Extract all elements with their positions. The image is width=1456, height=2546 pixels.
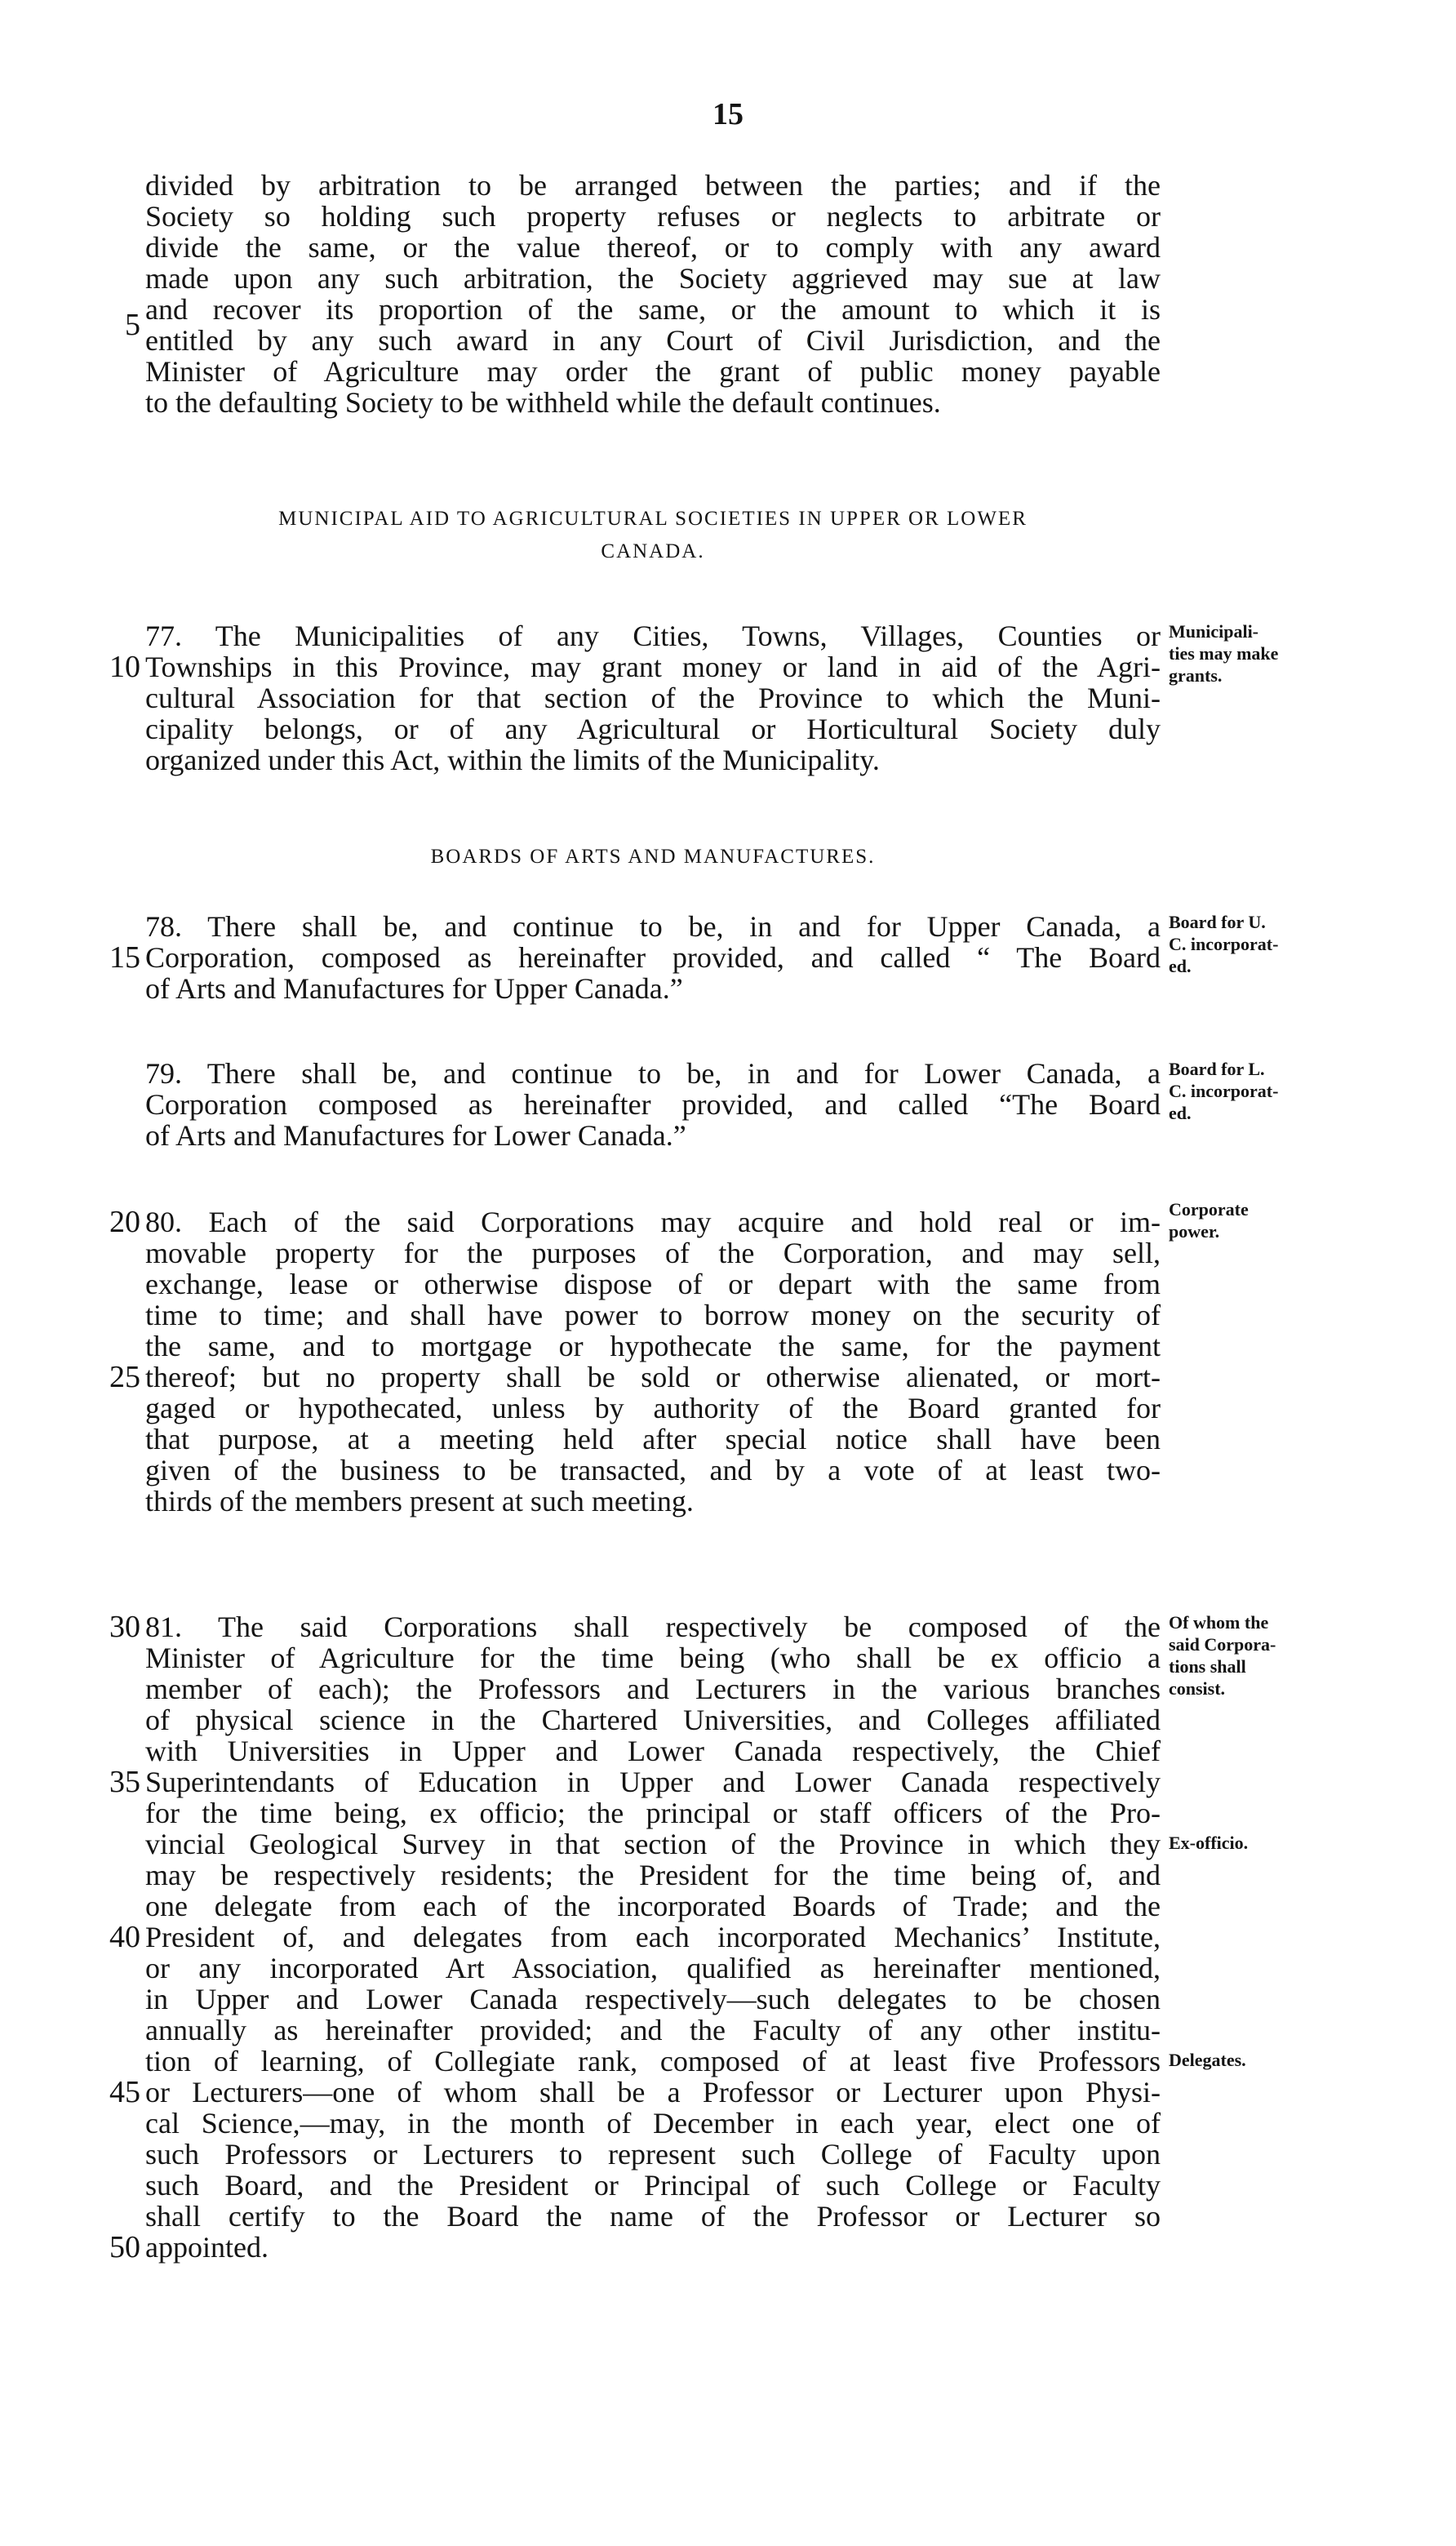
- margin-note-line: grants.: [1169, 665, 1223, 686]
- text-line: for the time being, ex officio; the principal or staff officers of the Pro-: [145, 1797, 1161, 1829]
- text-line: Superintendants of Education in Upper and Lower Canada respectively: [145, 1766, 1161, 1798]
- margin-note-line: C. incorporat-: [1169, 1081, 1279, 1101]
- page-number: 15: [712, 97, 744, 131]
- margin-note-line: ed.: [1169, 956, 1192, 976]
- text-line: may be respectively residents; the President for the time being of, and: [145, 1859, 1161, 1891]
- text-line: such Professors or Lecturers to represent such College of Faculty upon: [145, 2138, 1161, 2171]
- text-line: 79. There shall be, and continue to be, in and for Lower Canada, a: [145, 1057, 1161, 1090]
- line-number: 40: [109, 1920, 140, 1954]
- section-78: [145, 911, 1161, 1004]
- text-line: cultural Association for that section of the Province to which the Muni-: [145, 682, 1161, 714]
- line-number: 10: [109, 650, 140, 684]
- text-line: time to time; and shall have power to borrow money on the security of: [145, 1299, 1161, 1331]
- margin-note-line: Delegates.: [1169, 2050, 1246, 2070]
- margin-note-board-lower-canada: [1169, 1058, 1356, 1124]
- text-line: with Universities in Upper and Lower Canada respectively, the Chief: [145, 1735, 1161, 1767]
- text-line: thirds of the members present at such meeting.: [145, 1485, 694, 1517]
- margin-note-line: Corporate: [1169, 1199, 1249, 1220]
- text-line: gaged or hypothecated, unless by authority of the Board granted for: [145, 1392, 1161, 1424]
- text-line: 80. Each of the said Corporations may acquire and hold real or im-: [145, 1206, 1161, 1238]
- text-line: shall certify to the Board the name of the Professor or Lecturer so: [145, 2200, 1161, 2233]
- text-line: thereof; but no property shall be sold or otherwise alienated, or mort-: [145, 1361, 1161, 1393]
- margin-note-line: Ex-officio.: [1169, 1833, 1249, 1853]
- text-line: of physical science in the Chartered Universities, and Colleges affiliated: [145, 1704, 1161, 1736]
- text-line: in Upper and Lower Canada respectively—such delegates to be chosen: [145, 1983, 1161, 2015]
- section-heading: [145, 841, 1161, 873]
- text-line: of Arts and Manufactures for Upper Canada.”: [145, 972, 683, 1005]
- text-line: vincial Geological Survey in that section of the Province in which they: [145, 1828, 1161, 1860]
- margin-note-composition: [1169, 1611, 1356, 1700]
- text-line: the same, and to mortgage or hypothecate the same, for the payment: [145, 1330, 1161, 1362]
- text-line: or any incorporated Art Association, qualified as hereinafter mentioned,: [145, 1952, 1161, 1984]
- text-line: given of the business to be transacted, and by a vote of at least two-: [145, 1454, 1161, 1486]
- margin-note-line: Of whom the: [1169, 1612, 1269, 1633]
- text-line: Minister of Agriculture may order the grant of public money payable: [145, 355, 1161, 388]
- line-number: 35: [109, 1765, 140, 1799]
- text-line: that purpose, at a meeting held after special notice shall have been: [145, 1423, 1161, 1455]
- margin-note-line: ties may make: [1169, 643, 1279, 664]
- section-80: [145, 1206, 1161, 1517]
- text-line: and recover its proportion of the same, or the amount to which it is: [145, 293, 1161, 326]
- line-number: 30: [109, 1610, 140, 1644]
- heading-line: MUNICIPAL AID TO AGRICULTURAL SOCIETIES IN UPPER OR LOWER: [278, 508, 1028, 530]
- margin-note-corporate-power: [1169, 1198, 1356, 1242]
- margin-note-ex-officio: [1169, 1832, 1356, 1854]
- text-line: 78. There shall be, and continue to be, in and for Upper Canada, a: [145, 910, 1161, 943]
- margin-note-line: tions shall: [1169, 1656, 1246, 1677]
- text-line: one delegate from each of the incorporated Boards of Trade; and the: [145, 1890, 1161, 1922]
- margin-note-line: Board for L.: [1169, 1059, 1265, 1079]
- text-line: Corporation, composed as hereinafter provided, and called “ The Board: [145, 941, 1161, 974]
- section-81: [145, 1611, 1161, 2263]
- section-79: [145, 1058, 1161, 1151]
- text-line: member of each); the Professors and Lecturers in the various branches: [145, 1673, 1161, 1705]
- line-number: 50: [109, 2230, 140, 2264]
- paragraph-continuation: [145, 170, 1161, 418]
- line-number: 5: [125, 308, 140, 342]
- line-number: 45: [109, 2075, 140, 2109]
- line-number: 25: [109, 1360, 140, 1394]
- text-line: annually as hereinafter provided; and the Faculty of any other institu-: [145, 2014, 1161, 2046]
- margin-note-line: said Corpora-: [1169, 1634, 1276, 1655]
- section-77: [145, 620, 1161, 775]
- margin-note-line: power.: [1169, 1221, 1220, 1242]
- text-line: or Lecturers—one of whom shall be a Professor or Lecturer upon Physi-: [145, 2076, 1161, 2108]
- text-line: Corporation composed as hereinafter provided, and called “The Board: [145, 1088, 1161, 1121]
- text-line: appointed.: [145, 2231, 269, 2264]
- heading-line: BOARDS OF ARTS AND MANUFACTURES.: [430, 846, 876, 868]
- text-line: divide the same, or the value thereof, or to comply with any award: [145, 231, 1161, 264]
- margin-note-delegates: [1169, 2049, 1356, 2071]
- text-line: exchange, lease or otherwise dispose of or depart with the same from: [145, 1268, 1161, 1300]
- text-line: President of, and delegates from each incorporated Mechanics’ Institute,: [145, 1921, 1161, 1953]
- text-line: movable property for the purposes of the Corporation, and may sell,: [145, 1237, 1161, 1269]
- text-line: cal Science,—may, in the month of December in each year, elect one of: [145, 2107, 1161, 2139]
- text-line: divided by arbitration to be arranged between the parties; and if the: [145, 169, 1161, 202]
- text-line: to the defaulting Society to be withheld while the default continues.: [145, 386, 941, 419]
- line-number: 15: [109, 940, 140, 975]
- text-line: entitled by any such award in any Court of Civil Jurisdiction, and the: [145, 324, 1161, 357]
- text-line: cipality belongs, or of any Agricultural or Horticultural Society duly: [145, 713, 1161, 745]
- margin-note-line: consist.: [1169, 1678, 1226, 1699]
- text-line: made upon any such arbitration, the Society aggrieved may sue at law: [145, 262, 1161, 295]
- text-line: of Arts and Manufactures for Lower Canada.”: [145, 1119, 686, 1152]
- text-line: such Board, and the President or Principal of such College or Faculty: [145, 2169, 1161, 2202]
- margin-note-line: C. incorporat-: [1169, 934, 1279, 954]
- text-line: Townships in this Province, may grant money or land in aid of the Agri-: [145, 651, 1161, 683]
- section-heading: [145, 503, 1161, 568]
- margin-note-municipal-grants: [1169, 620, 1356, 686]
- text-line: organized under this Act, within the limits of the Municipality.: [145, 744, 880, 776]
- margin-note-line: Municipali-: [1169, 621, 1259, 642]
- text-line: Minister of Agriculture for the time being (who shall be ex officio a: [145, 1642, 1161, 1674]
- text-line: Society so holding such property refuses or neglects to arbitrate or: [145, 200, 1161, 233]
- margin-note-line: Board for U.: [1169, 912, 1266, 932]
- text-line: tion of learning, of Collegiate rank, composed of at least five Professors: [145, 2045, 1161, 2077]
- margin-note-line: ed.: [1169, 1103, 1192, 1123]
- text-line: 81. The said Corporations shall respectively be composed of the: [145, 1611, 1161, 1643]
- heading-line: CANADA.: [601, 540, 705, 562]
- margin-note-board-upper-canada: [1169, 911, 1356, 977]
- line-number: 20: [109, 1205, 140, 1239]
- text-line: 77. The Municipalities of any Cities, Towns, Villages, Counties or: [145, 620, 1161, 652]
